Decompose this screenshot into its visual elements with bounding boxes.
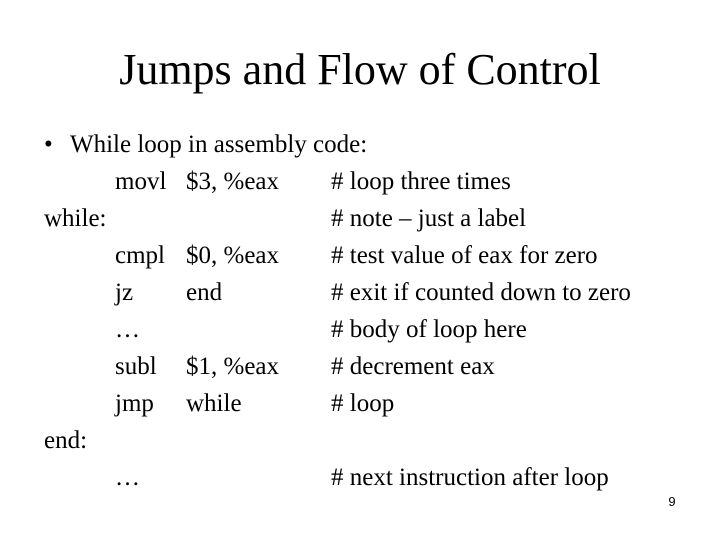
code-line-end-label (0, 424, 720, 461)
code-operand: $0, %eax (186, 242, 280, 269)
code-line-next (0, 461, 720, 498)
code-comment: # loop three times (331, 168, 511, 195)
code-comment: # test value of eax for zero (331, 242, 598, 269)
code-line-while-label (0, 202, 720, 239)
code-comment: # decrement eax (331, 353, 495, 380)
code-operand: while (186, 390, 242, 417)
code-line-movl (0, 165, 720, 202)
slide-title: Jumps and Flow of Control (119, 45, 601, 94)
code-line-body (0, 313, 720, 350)
bullet-icon: • (44, 131, 53, 158)
code-label: end: (44, 427, 88, 454)
code-label: while: (44, 205, 107, 232)
code-opcode: … (115, 464, 140, 491)
code-comment: # exit if counted down to zero (331, 279, 631, 306)
code-line-cmpl (0, 239, 720, 276)
code-line-subl (0, 350, 720, 387)
bullet-item (44, 128, 367, 162)
code-opcode: jz (115, 279, 134, 306)
code-comment: # next instruction after loop (331, 464, 609, 491)
code-opcode: cmpl (115, 242, 165, 269)
code-line-jz (0, 276, 720, 313)
code-comment: # body of loop here (331, 316, 527, 343)
code-opcode: subl (115, 353, 157, 380)
code-operand: $1, %eax (186, 353, 280, 380)
code-operand: $3, %eax (186, 168, 280, 195)
code-line-jmp (0, 387, 720, 424)
code-comment: # note – just a label (331, 205, 527, 232)
code-operand: end (186, 279, 223, 306)
code-comment: # loop (331, 390, 395, 417)
code-opcode: … (115, 316, 140, 343)
code-opcode: jmp (115, 390, 154, 417)
code-opcode: movl (115, 168, 167, 195)
page-number: 9 (668, 494, 676, 509)
bullet-text: While loop in assembly code: (70, 131, 368, 158)
